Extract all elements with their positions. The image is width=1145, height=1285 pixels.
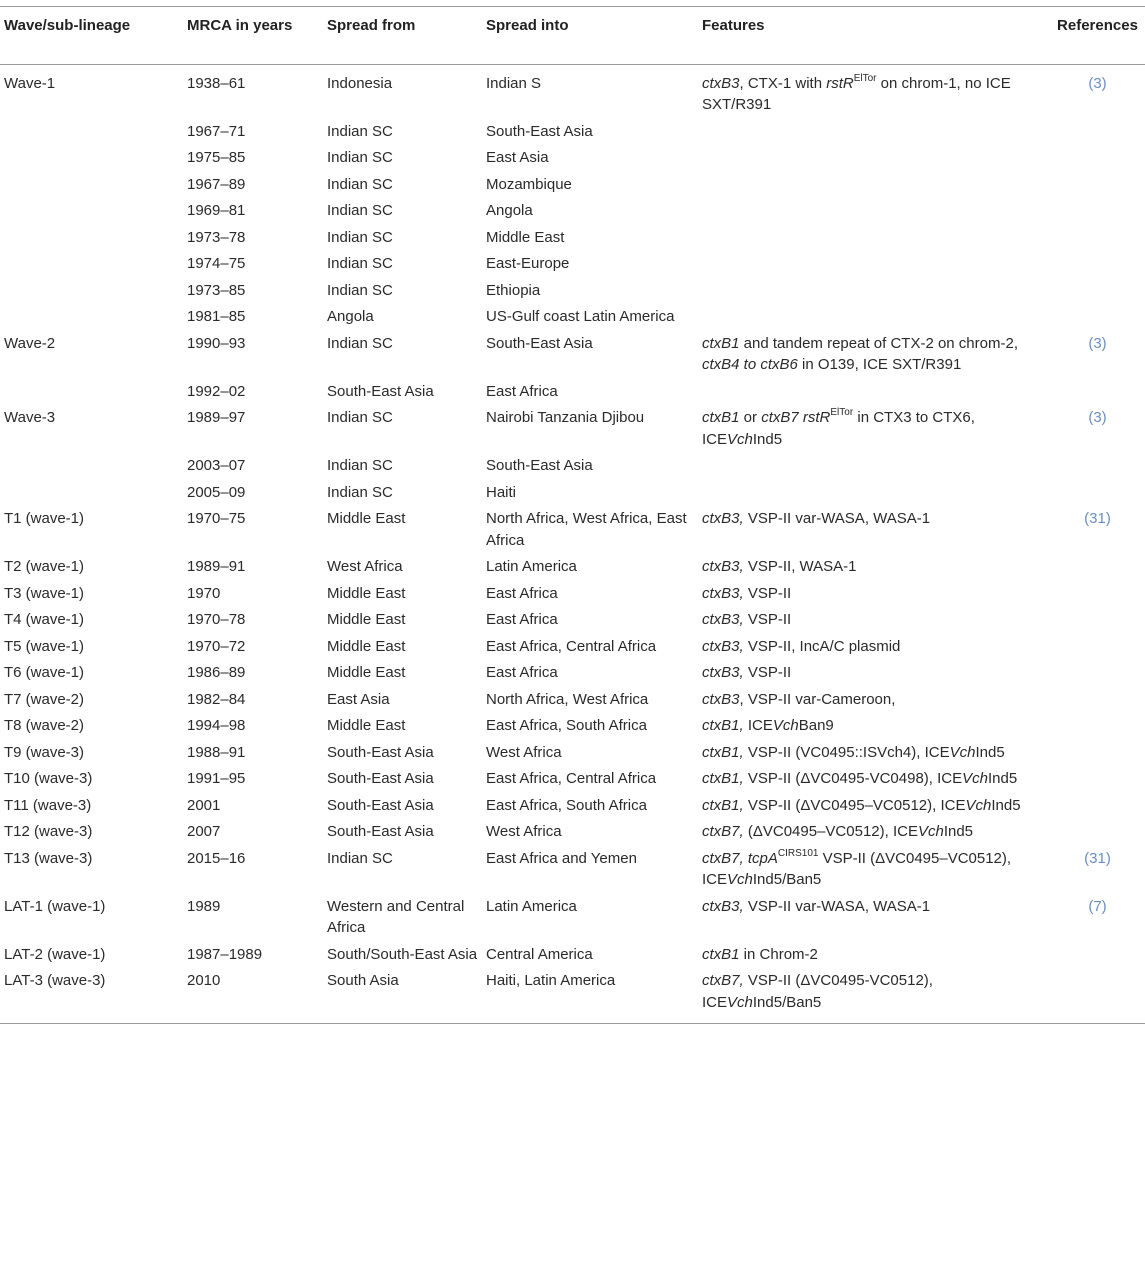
cell-spread-into: East Africa xyxy=(486,584,558,602)
feature-segment: VSP-II xyxy=(743,664,792,681)
feature-segment: on chrom-1, no ICE SXT/R391 xyxy=(702,74,1011,113)
cell-wave xyxy=(0,251,187,278)
cell-mrca: 1938–61 xyxy=(187,74,246,92)
cell-spread-into: Angola xyxy=(486,202,533,219)
cell-wave xyxy=(0,119,187,146)
cell-wave: T1 (wave-1) xyxy=(4,510,85,527)
feature-segment: VSP-II xyxy=(743,611,792,628)
cell-reference xyxy=(1050,506,1145,554)
cell-spread-from: Middle East xyxy=(327,510,406,527)
table-row xyxy=(0,819,1145,846)
cell-spread-into: South-East Asia xyxy=(486,122,593,140)
feature-segment: VSP-II xyxy=(743,584,792,602)
table-row xyxy=(0,331,1145,379)
feature-segment: ElTor xyxy=(853,72,877,84)
cell-wave: T11 (wave-3) xyxy=(4,796,92,814)
cell-mrca: 1967–71 xyxy=(187,122,246,140)
cell-reference xyxy=(1050,894,1145,942)
cell-mrca: 1987–1989 xyxy=(187,945,263,963)
cell-reference xyxy=(1050,304,1145,331)
cell-spread-from: South-East Asia xyxy=(327,382,434,400)
table-body xyxy=(0,64,1145,1024)
cell-spread-from: Indian SC xyxy=(327,849,393,867)
reference-link[interactable]: (7) xyxy=(1088,897,1107,915)
table-row xyxy=(0,172,1145,199)
table-row xyxy=(0,119,1145,146)
cell-mrca: 2005–09 xyxy=(187,483,246,501)
cell-features xyxy=(702,278,1050,305)
cell-wave xyxy=(0,198,187,225)
reference-link[interactable]: (3) xyxy=(1088,334,1107,352)
feature-segment: ctxB1, xyxy=(702,743,744,761)
cell-reference xyxy=(1050,713,1145,740)
table-row xyxy=(0,942,1145,969)
cell-reference xyxy=(1050,740,1145,767)
cell-reference xyxy=(1050,554,1145,581)
feature-segment: ctxB7, xyxy=(702,823,744,840)
cell-wave: T6 (wave-1) xyxy=(4,664,85,681)
cell-spread-into: Ethiopia xyxy=(486,281,541,299)
table-row xyxy=(0,379,1145,406)
cell-spread-into: East-Europe xyxy=(486,255,570,272)
reference-link[interactable]: (3) xyxy=(1088,409,1107,426)
feature-segment: ctxB3, xyxy=(702,897,744,915)
cell-spread-into: West Africa xyxy=(486,743,562,761)
cell-mrca: 1989–91 xyxy=(187,558,246,575)
cell-features xyxy=(702,480,1050,507)
feature-segment: Vch xyxy=(727,993,753,1011)
feature-segment: Ind5 xyxy=(987,770,1018,787)
cell-mrca: 1970–75 xyxy=(187,510,246,527)
feature-segment: ctxB1, xyxy=(702,796,744,814)
cell-mrca: 1970 xyxy=(187,584,221,602)
cell-features xyxy=(702,581,1050,608)
feature-segment: VSP-II (ΔVC0495–VC0512), ICE xyxy=(702,849,1012,888)
cell-wave: T7 (wave-2) xyxy=(4,690,85,708)
cell-wave: T8 (wave-2) xyxy=(4,717,85,734)
cell-wave: T9 (wave-3) xyxy=(4,743,85,761)
cell-mrca: 1992–02 xyxy=(187,382,246,400)
cell-spread-from: South-East Asia xyxy=(327,770,434,787)
feature-segment: Vch xyxy=(965,796,992,814)
cell-reference xyxy=(1050,480,1145,507)
table-row xyxy=(0,405,1145,453)
cell-mrca: 1994–98 xyxy=(187,717,246,734)
cell-mrca: 1982–84 xyxy=(187,690,246,708)
cell-reference xyxy=(1050,172,1145,199)
cell-spread-into: East Africa, Central Africa xyxy=(486,637,657,655)
feature-segment: in O139, ICE SXT/R391 xyxy=(797,356,962,373)
feature-segment: ctxB4 to ctxB6 xyxy=(702,356,798,373)
cell-reference xyxy=(1050,968,1145,1024)
feature-segment: , CTX-1 with xyxy=(739,74,827,92)
cell-spread-from: Western and Central Africa xyxy=(327,897,465,936)
table-row xyxy=(0,506,1145,554)
cell-reference xyxy=(1050,119,1145,146)
feature-segment: or xyxy=(739,409,762,426)
cell-spread-from: South-East Asia xyxy=(327,823,434,840)
cell-wave xyxy=(0,379,187,406)
feature-segment: VSP-II, IncA/C plasmid xyxy=(743,637,901,655)
cell-spread-into: Haiti, Latin America xyxy=(486,972,616,989)
table-row xyxy=(0,634,1145,661)
cell-features xyxy=(702,198,1050,225)
table-row xyxy=(0,968,1145,1024)
cell-spread-into: Mozambique xyxy=(486,175,572,193)
cell-reference xyxy=(1050,660,1145,687)
cell-features xyxy=(702,251,1050,278)
cell-reference xyxy=(1050,793,1145,820)
cell-wave: Wave-3 xyxy=(4,409,56,426)
cell-spread-from: Indian SC xyxy=(327,409,393,426)
table-row xyxy=(0,846,1145,894)
feature-segment: ctxB1, xyxy=(702,717,744,734)
cell-spread-into: Middle East xyxy=(486,228,565,246)
cell-wave xyxy=(0,304,187,331)
cell-spread-into: US-Gulf coast Latin America xyxy=(486,308,675,325)
cell-features xyxy=(702,894,1050,942)
cell-wave: T10 (wave-3) xyxy=(4,770,93,787)
feature-segment: CIRS101 xyxy=(777,847,819,859)
cell-features xyxy=(702,634,1050,661)
cell-spread-from: Indian SC xyxy=(327,228,393,246)
feature-segment: ctxB3, xyxy=(702,510,744,527)
cell-mrca: 2001 xyxy=(187,796,221,814)
cell-mrca: 2007 xyxy=(187,823,221,840)
cell-spread-into: Latin America xyxy=(486,897,577,915)
table-row xyxy=(0,894,1145,942)
cell-spread-from: Indonesia xyxy=(327,74,393,92)
cell-mrca: 1990–93 xyxy=(187,334,246,352)
table-row xyxy=(0,740,1145,767)
cell-spread-into: East Africa xyxy=(486,382,558,400)
cell-reference xyxy=(1050,198,1145,225)
header-references: References xyxy=(1057,17,1138,34)
cell-mrca: 2010 xyxy=(187,972,221,989)
feature-segment: VSP-II (ΔVC0495–VC0512), ICE xyxy=(743,796,966,814)
feature-segment: Vch xyxy=(917,823,944,840)
feature-segment: Vch xyxy=(962,770,988,787)
cell-spread-from: South-East Asia xyxy=(327,743,434,761)
cell-mrca: 1991–95 xyxy=(187,770,246,787)
cell-wave xyxy=(0,480,187,507)
cell-spread-into: Indian S xyxy=(486,74,542,92)
cell-reference xyxy=(1050,634,1145,661)
cell-wave: Wave-2 xyxy=(4,334,56,352)
cell-features xyxy=(702,64,1050,119)
cell-spread-from: Middle East xyxy=(327,611,406,628)
cell-mrca: 1973–85 xyxy=(187,281,246,299)
feature-segment: in Chrom-2 xyxy=(739,945,818,963)
cell-spread-into: South-East Asia xyxy=(486,457,593,474)
cell-mrca: 2003–07 xyxy=(187,457,246,474)
cell-wave: T13 (wave-3) xyxy=(4,849,93,867)
cell-spread-from: South/South-East Asia xyxy=(327,945,478,963)
cell-spread-from: Angola xyxy=(327,308,374,325)
cell-features xyxy=(702,607,1050,634)
feature-segment: Ind5 xyxy=(943,823,974,840)
feature-segment: Ind5 xyxy=(991,796,1021,814)
cell-reference xyxy=(1050,379,1145,406)
cell-wave: T3 (wave-1) xyxy=(4,584,85,602)
cell-reference xyxy=(1050,687,1145,714)
feature-segment: ctxB1, xyxy=(702,770,744,787)
cell-spread-from: Indian SC xyxy=(327,255,393,272)
cell-spread-into: East Africa xyxy=(486,611,558,628)
feature-segment: VSP-II, WASA-1 xyxy=(743,558,857,575)
feature-segment: ctxB3, xyxy=(702,637,744,655)
feature-segment: ctxB3 xyxy=(702,74,740,92)
cell-reference xyxy=(1050,331,1145,379)
table-row xyxy=(0,660,1145,687)
table-row xyxy=(0,687,1145,714)
feature-segment: rstR xyxy=(826,74,854,92)
cell-spread-into: East Africa, South Africa xyxy=(486,717,647,734)
cell-mrca: 1970–72 xyxy=(187,637,246,655)
feature-segment: Vch xyxy=(727,430,753,448)
cell-spread-from: Indian SC xyxy=(327,483,393,501)
cell-features xyxy=(702,453,1050,480)
table-row xyxy=(0,453,1145,480)
cell-mrca: 1981–85 xyxy=(187,308,246,325)
feature-segment: Ind5/Ban5 xyxy=(752,993,822,1011)
cell-spread-into: North Africa, West Africa xyxy=(486,690,649,708)
reference-link[interactable]: (31) xyxy=(1084,510,1111,527)
cell-reference xyxy=(1050,145,1145,172)
table-row xyxy=(0,793,1145,820)
feature-segment: ctxB3, xyxy=(702,611,744,628)
feature-segment: ctxB3 xyxy=(702,690,740,708)
cell-spread-from: Indian SC xyxy=(327,122,393,140)
header-spread-from: Spread from xyxy=(327,17,416,34)
cell-spread-into: Haiti xyxy=(486,483,517,501)
cell-spread-from: Indian SC xyxy=(327,457,393,474)
feature-segment: Ind5/Ban5 xyxy=(752,871,822,888)
cell-spread-into: Nairobi Tanzania Djibou xyxy=(486,409,645,426)
table-row xyxy=(0,251,1145,278)
cell-spread-from: Indian SC xyxy=(327,175,393,193)
feature-segment: ICE xyxy=(743,717,773,734)
cell-features xyxy=(702,942,1050,969)
feature-segment: VSP-II var-WASA, WASA-1 xyxy=(743,510,931,527)
table-row xyxy=(0,554,1145,581)
cell-features xyxy=(702,172,1050,199)
cell-features xyxy=(702,331,1050,379)
feature-segment: Ind5 xyxy=(975,743,1005,761)
cell-features xyxy=(702,225,1050,252)
header-features: Features xyxy=(702,17,765,34)
table-row xyxy=(0,480,1145,507)
table-row xyxy=(0,713,1145,740)
cell-mrca: 1970–78 xyxy=(187,611,246,628)
feature-segment: and tandem repeat of CTX-2 on chrom-2, xyxy=(739,334,1018,352)
cell-features xyxy=(702,145,1050,172)
feature-segment: ctxB1 xyxy=(702,409,740,426)
cell-reference xyxy=(1050,225,1145,252)
cell-reference xyxy=(1050,766,1145,793)
cell-spread-from: Indian SC xyxy=(327,202,393,219)
cell-spread-from: Middle East xyxy=(327,584,406,602)
cell-wave: T2 (wave-1) xyxy=(4,558,85,575)
feature-segment: Vch xyxy=(949,743,976,761)
cell-reference xyxy=(1050,942,1145,969)
cell-features xyxy=(702,119,1050,146)
header-spread-into: Spread into xyxy=(486,17,569,34)
cell-wave xyxy=(0,225,187,252)
cell-wave xyxy=(0,172,187,199)
cell-mrca: 2015–16 xyxy=(187,849,246,867)
feature-segment: VSP-II (ΔVC0495-VC0512), ICE xyxy=(702,972,933,1011)
feature-segment: VSP-II (ΔVC0495-VC0498), ICE xyxy=(743,770,963,787)
cell-mrca: 1973–78 xyxy=(187,228,246,246)
feature-segment: Ind5 xyxy=(752,430,783,448)
cell-spread-into: East Africa, South Africa xyxy=(486,796,647,814)
cell-features xyxy=(702,405,1050,453)
cell-features xyxy=(702,740,1050,767)
table-row xyxy=(0,607,1145,634)
cell-reference xyxy=(1050,405,1145,453)
cell-spread-from: West Africa xyxy=(327,558,403,575)
cell-mrca: 1986–89 xyxy=(187,664,246,681)
feature-segment: ctxB1 xyxy=(702,945,740,963)
cell-features xyxy=(702,846,1050,894)
cell-spread-into: East Africa xyxy=(486,664,558,681)
cell-wave: T4 (wave-1) xyxy=(4,611,85,628)
cell-mrca: 1969–81 xyxy=(187,202,246,219)
cell-spread-into: West Africa xyxy=(486,823,562,840)
table-row xyxy=(0,278,1145,305)
cholera-lineage-table xyxy=(0,6,1145,1024)
cell-reference xyxy=(1050,251,1145,278)
cell-mrca: 1974–75 xyxy=(187,255,246,272)
cell-wave: Wave-1 xyxy=(4,74,56,92)
header-wave: Wave/sub-lineage xyxy=(4,17,131,34)
table-row xyxy=(0,304,1145,331)
table-row xyxy=(0,225,1145,252)
cell-wave xyxy=(0,453,187,480)
cell-features xyxy=(702,506,1050,554)
table-row xyxy=(0,145,1145,172)
cell-spread-into: East Asia xyxy=(486,149,549,166)
cell-features xyxy=(702,304,1050,331)
cell-spread-into: East Africa, Central Africa xyxy=(486,770,657,787)
feature-segment: ctxB3, xyxy=(702,664,744,681)
header-mrca: MRCA in years xyxy=(187,17,293,34)
cell-wave: LAT-2 (wave-1) xyxy=(4,945,106,963)
cell-mrca: 1989–97 xyxy=(187,409,246,426)
cell-wave: LAT-3 (wave-3) xyxy=(4,972,106,989)
feature-segment: in CTX3 to CTX6, ICE xyxy=(702,409,975,448)
cell-spread-from: South Asia xyxy=(327,972,399,989)
feature-segment: ctxB7 rstR xyxy=(761,409,831,426)
cell-reference xyxy=(1050,581,1145,608)
cell-features xyxy=(702,554,1050,581)
feature-segment: ctxB7, xyxy=(702,972,744,989)
reference-link[interactable]: (31) xyxy=(1084,849,1111,867)
table-row xyxy=(0,766,1145,793)
cell-spread-from: East Asia xyxy=(327,690,390,708)
cell-mrca: 1967–89 xyxy=(187,175,246,193)
cell-reference xyxy=(1050,453,1145,480)
feature-segment: VSP-II (VC0495::ISVch4), ICE xyxy=(743,743,950,761)
table-row xyxy=(0,198,1145,225)
cell-mrca: 1989 xyxy=(187,897,221,915)
cell-spread-into: South-East Asia xyxy=(486,334,593,352)
table-row xyxy=(0,64,1145,119)
cell-spread-into: East Africa and Yemen xyxy=(486,849,637,867)
feature-segment: VSP-II var-WASA, WASA-1 xyxy=(743,897,931,915)
feature-segment: (ΔVC0495–VC0512), ICE xyxy=(743,823,918,840)
cell-spread-from: South-East Asia xyxy=(327,796,434,814)
cell-spread-from: Middle East xyxy=(327,664,406,681)
cell-spread-into: Central America xyxy=(486,945,593,963)
cell-spread-from: Middle East xyxy=(327,717,406,734)
cell-spread-from: Indian SC xyxy=(327,149,393,166)
cell-features xyxy=(702,713,1050,740)
table-header-row xyxy=(0,7,1145,65)
cell-spread-into: Latin America xyxy=(486,558,577,575)
cell-features xyxy=(702,766,1050,793)
cell-features xyxy=(702,968,1050,1024)
cell-features xyxy=(702,379,1050,406)
cell-wave: T5 (wave-1) xyxy=(4,637,85,655)
cell-reference xyxy=(1050,846,1145,894)
feature-segment: ctxB1 xyxy=(702,334,740,352)
feature-segment: Vch xyxy=(727,871,753,888)
cell-wave: LAT-1 (wave-1) xyxy=(4,897,106,915)
cell-spread-from: Indian SC xyxy=(327,334,393,352)
cell-reference xyxy=(1050,278,1145,305)
feature-segment: , VSP-II var-Cameroon, xyxy=(739,690,896,708)
cell-features xyxy=(702,793,1050,820)
feature-segment: Ban9 xyxy=(798,717,834,734)
cell-features xyxy=(702,819,1050,846)
feature-segment: ctxB3, xyxy=(702,584,744,602)
table-row xyxy=(0,581,1145,608)
cell-wave: T12 (wave-3) xyxy=(4,823,93,840)
cell-reference xyxy=(1050,819,1145,846)
feature-segment: Vch xyxy=(772,717,799,734)
feature-segment: ElTor xyxy=(830,407,854,418)
cell-reference xyxy=(1050,607,1145,634)
cell-spread-into: North Africa, West Africa, East Africa xyxy=(486,510,687,549)
cell-wave xyxy=(0,145,187,172)
feature-segment: ctxB3, xyxy=(702,558,744,575)
reference-link[interactable]: (3) xyxy=(1088,74,1107,92)
cell-mrca: 1975–85 xyxy=(187,149,246,166)
feature-segment: ctxB7, tcpA xyxy=(702,849,778,867)
cell-features xyxy=(702,660,1050,687)
cell-features xyxy=(702,687,1050,714)
cell-reference xyxy=(1050,64,1145,119)
cell-wave xyxy=(0,278,187,305)
cell-spread-from: Middle East xyxy=(327,637,406,655)
cell-spread-from: Indian SC xyxy=(327,281,393,299)
cell-mrca: 1988–91 xyxy=(187,743,246,761)
